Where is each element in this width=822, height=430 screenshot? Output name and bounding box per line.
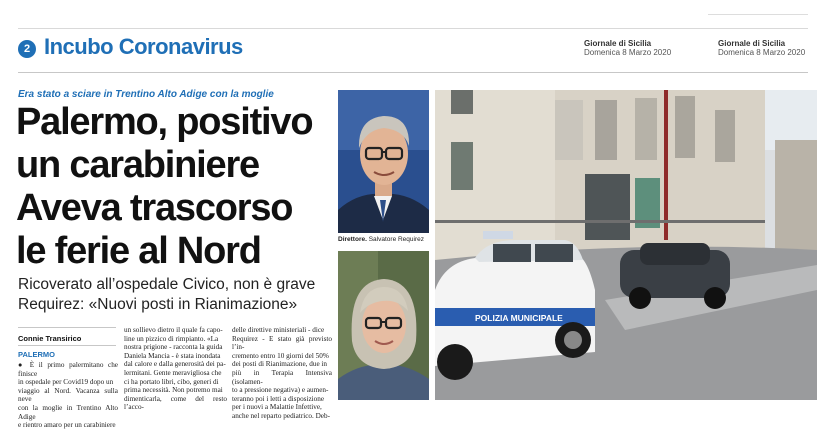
byline: Connie Transirico	[18, 334, 82, 343]
article-kicker: Era stato a sciare in Trentino Alto Adige con la moglie	[18, 89, 274, 100]
side-page-rule	[708, 14, 808, 15]
newspaper-name-side: Giornale di Sicilia	[718, 39, 786, 48]
portrait-photo-woman	[338, 251, 429, 400]
article-headline	[16, 101, 336, 273]
subhead-line: Requirez: «Nuovi posti in Rianimazione»	[18, 296, 298, 313]
caption-name: Salvatore Requirez	[368, 236, 424, 243]
hospital-street-photo	[435, 90, 817, 400]
portrait-photo-man	[338, 90, 429, 233]
edition-date: Domenica 8 Marzo 2020	[584, 48, 672, 57]
headline-line: le ferie al Nord	[16, 230, 261, 272]
body-line: più in Terapia Intensiva (isolamen-	[232, 368, 332, 386]
body-line: dei posti di Rianimazione, due in	[232, 360, 328, 369]
page-number-badge: 2	[18, 40, 36, 58]
dateline-place: PALERMO	[18, 350, 55, 359]
body-line: Daniela Mancia - è stata inondata	[124, 351, 221, 360]
body-line: e rientro amaro per un carabiniere	[18, 421, 116, 430]
edition-info	[584, 39, 671, 57]
body-line: con la moglie in Trentino Alto Adige	[18, 403, 118, 421]
body-line: viaggio al Nord. Vacanza sulla neve	[18, 386, 118, 404]
body-column-1	[18, 361, 118, 430]
police-car-lettering: POLIZIA MUNICIPALE	[475, 313, 563, 323]
body-line: dal calore e dalla generosità dei pa-	[124, 360, 226, 369]
edition-info-side	[718, 39, 805, 57]
section-title: Incubo Coronavirus	[44, 34, 243, 59]
portrait-caption	[338, 236, 424, 243]
edition-date-side: Domenica 8 Marzo 2020	[718, 48, 806, 57]
body-line: un sollievo dietro il quale fa capo-	[124, 326, 223, 334]
headline-line: Palermo, positivo	[16, 101, 313, 143]
column-rule	[18, 327, 116, 328]
body-line: lermitani. Gente meravigliosa che	[124, 368, 222, 377]
byline-rule	[18, 345, 116, 346]
body-line: delle direttive ministeriali - dice	[232, 326, 325, 334]
newspaper-name: Giornale di Sicilia	[584, 39, 652, 48]
body-line: teranno poi i letti a disposizione	[232, 394, 325, 403]
body-line: anche nel reparto pediatrico. Deb-	[232, 411, 330, 420]
header-rule	[18, 72, 808, 73]
body-line: ci ha portato libri, cibo, generi di	[124, 377, 219, 386]
body-line: to a pressione negativa) e aumen-	[232, 386, 329, 395]
caption-label: Direttore.	[338, 236, 367, 243]
body-line: nostra prigione - racconta la guida	[124, 343, 223, 352]
body-line: Requirez - E stato già previsto l’in-	[232, 334, 332, 352]
body-line: cremento entro 10 giorni del 50%	[232, 351, 329, 360]
body-line: ● È il primo palermitano che finisce	[18, 361, 118, 378]
body-line: prima necessità. Non potremo mai	[124, 386, 223, 395]
body-line: line un pizzico di rimpianto. «La	[124, 334, 219, 343]
top-rule	[18, 28, 808, 29]
body-column-3	[232, 326, 332, 421]
body-column-2	[124, 326, 227, 412]
article-subhead	[18, 275, 338, 315]
headline-line: Aveva trascorso	[16, 187, 293, 229]
body-line: per i nuovi a Malattie Infettive,	[232, 403, 322, 412]
headline-line: un carabiniere	[16, 144, 259, 186]
subhead-line: Ricoverato all’ospedale Civico, non è grave	[18, 276, 316, 293]
body-line: in ospedale per Covid19 dopo un	[18, 378, 114, 387]
body-line: dimenticarla, come del resto l’acco-	[124, 394, 227, 412]
